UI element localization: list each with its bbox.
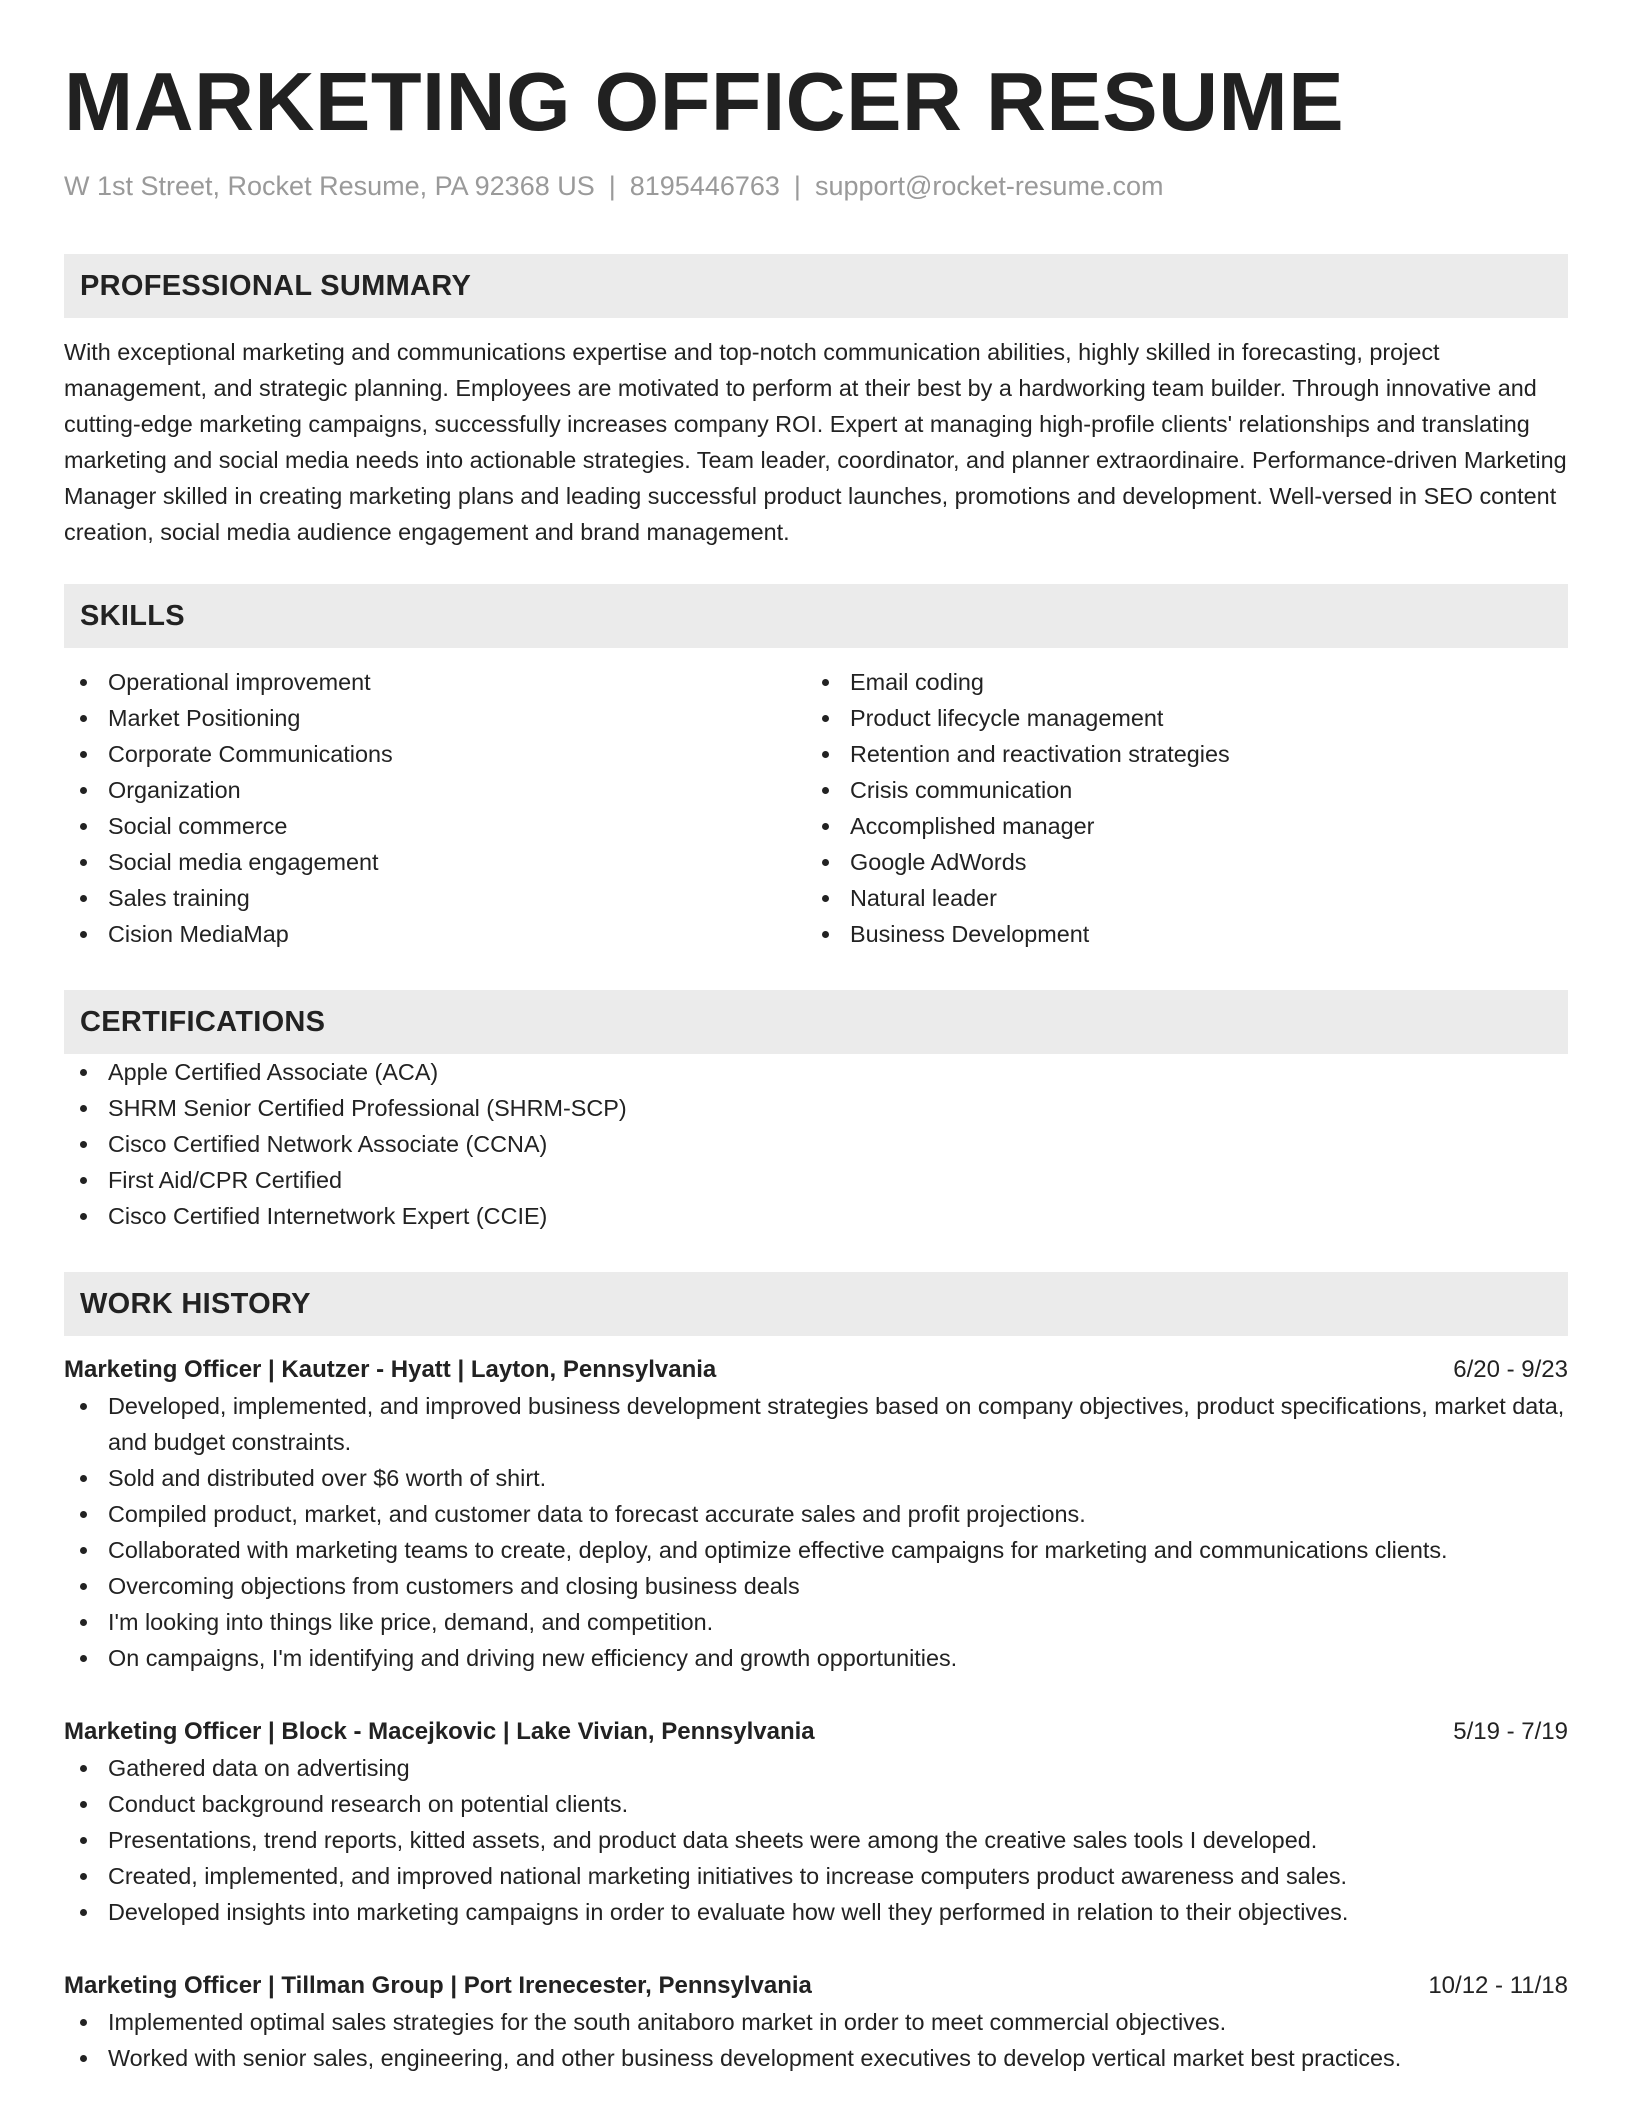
job-bullets	[64, 1750, 1568, 1930]
job-entry	[64, 1968, 1568, 2076]
job-bullet: Collaborated with marketing teams to create, deploy, and optimize effective campaigns for marketing and communications clients.	[64, 1532, 1568, 1568]
job-bullet: Overcoming objections from customers and closing business deals	[64, 1568, 1568, 1604]
job-heading	[64, 1352, 1568, 1388]
section-header-work-history: WORK HISTORY	[64, 1272, 1568, 1336]
skill-item: Google AdWords	[806, 844, 1548, 880]
certification-item: Cisco Certified Network Associate (CCNA)	[64, 1126, 1568, 1162]
job-entry	[64, 1714, 1568, 1930]
skill-item: Social media engagement	[64, 844, 806, 880]
job-dates: 10/12 - 11/18	[1428, 1972, 1568, 1999]
job-bullet: Presentations, trend reports, kitted assets, and product data sheets were among the creative sales tools I developed.	[64, 1822, 1568, 1858]
skill-item: Retention and reactivation strategies	[806, 736, 1548, 772]
skill-item: Accomplished manager	[806, 808, 1548, 844]
job-bullet: Gathered data on advertising	[64, 1750, 1568, 1786]
summary-text: With exceptional marketing and communications expertise and top-notch communication abilities, highly skilled in forecasting, project management, and strategic planning. Employees are motivated to perform at their best by a hardworking team builder. Through innovative and cutting-edge marketing campaigns, successfully increases company ROI. Expert at managing high-profile clients' relationships and translating marketing and social media needs into actionable strategies. Team leader, coordinator, and planner extraordinaire. Performance-driven Marketing Manager skilled in creating marketing plans and leading successful product launches, promotions and development. Well-versed in SEO content creation, social media audience engagement and brand management.	[64, 339, 1567, 545]
job-dates: 6/20 - 9/23	[1453, 1356, 1568, 1383]
contact-line	[64, 168, 1568, 204]
job-bullet: Sold and distributed over $6 worth of shirt.	[64, 1460, 1568, 1496]
skill-item: Business Development	[806, 916, 1548, 952]
skills-column-left	[64, 664, 806, 952]
skills-list-right	[806, 664, 1548, 952]
job-entry	[64, 1352, 1568, 1676]
job-bullet: On campaigns, I'm identifying and driving new efficiency and growth opportunities.	[64, 1640, 1568, 1676]
job-bullet: Developed insights into marketing campaigns in order to evaluate how well they performed in relation to their objectives.	[64, 1894, 1568, 1930]
job-bullet: I'm looking into things like price, demand, and competition.	[64, 1604, 1568, 1640]
contact-separator: |	[793, 171, 801, 201]
certifications-list	[64, 1054, 1568, 1234]
job-bullet: Developed, implemented, and improved business development strategies based on company objectives, product specifications, market data, and budget constraints.	[64, 1388, 1568, 1460]
resume-page	[64, 52, 1568, 2076]
certification-item: Apple Certified Associate (ACA)	[64, 1054, 1568, 1090]
skill-item: Email coding	[806, 664, 1548, 700]
job-bullet: Compiled product, market, and customer data to forecast accurate sales and profit projections.	[64, 1496, 1568, 1532]
resume-title: MARKETING OFFICER RESUME	[64, 55, 1345, 148]
certification-item: First Aid/CPR Certified	[64, 1162, 1568, 1198]
job-bullet: Implemented optimal sales strategies for the south anitaboro market in order to meet commercial objectives.	[64, 2004, 1568, 2040]
job-heading	[64, 1714, 1568, 1750]
certification-item: SHRM Senior Certified Professional (SHRM-SCP)	[64, 1090, 1568, 1126]
job-title: Marketing Officer | Tillman Group | Port Irenecester, Pennsylvania	[64, 1972, 812, 1999]
skills-column-right	[806, 664, 1548, 952]
skill-item: Sales training	[64, 880, 806, 916]
contact-separator: |	[608, 171, 616, 201]
skill-item: Market Positioning	[64, 700, 806, 736]
skills-grid	[64, 664, 1568, 952]
skill-item: Product lifecycle management	[806, 700, 1548, 736]
job-bullets	[64, 2004, 1568, 2076]
skill-item: Corporate Communications	[64, 736, 806, 772]
job-bullet: Conduct background research on potential clients.	[64, 1786, 1568, 1822]
job-title: Marketing Officer | Kautzer - Hyatt | Layton, Pennsylvania	[64, 1356, 717, 1383]
job-dates: 5/19 - 7/19	[1453, 1718, 1568, 1745]
skill-item: Operational improvement	[64, 664, 806, 700]
contact-address: W 1st Street, Rocket Resume, PA 92368 US	[64, 171, 595, 201]
job-title: Marketing Officer | Block - Macejkovic | Lake Vivian, Pennsylvania	[64, 1718, 815, 1745]
job-bullet: Created, implemented, and improved national marketing initiatives to increase computers product awareness and sales.	[64, 1858, 1568, 1894]
skill-item: Organization	[64, 772, 806, 808]
certification-item: Cisco Certified Internetwork Expert (CCIE)	[64, 1198, 1568, 1234]
contact-email: support@rocket-resume.com	[814, 171, 1164, 201]
skills-list-left	[64, 664, 806, 952]
skill-item: Cision MediaMap	[64, 916, 806, 952]
section-header-summary: PROFESSIONAL SUMMARY	[64, 254, 1568, 318]
section-header-skills: SKILLS	[64, 584, 1568, 648]
job-heading	[64, 1968, 1568, 2004]
job-bullets	[64, 1388, 1568, 1676]
contact-phone: 8195446763	[629, 171, 780, 201]
skill-item: Social commerce	[64, 808, 806, 844]
skill-item: Natural leader	[806, 880, 1548, 916]
job-bullet: Worked with senior sales, engineering, and other business development executives to develop vertical market best practices.	[64, 2040, 1568, 2076]
section-header-certifications: CERTIFICATIONS	[64, 990, 1568, 1054]
skill-item: Crisis communication	[806, 772, 1548, 808]
